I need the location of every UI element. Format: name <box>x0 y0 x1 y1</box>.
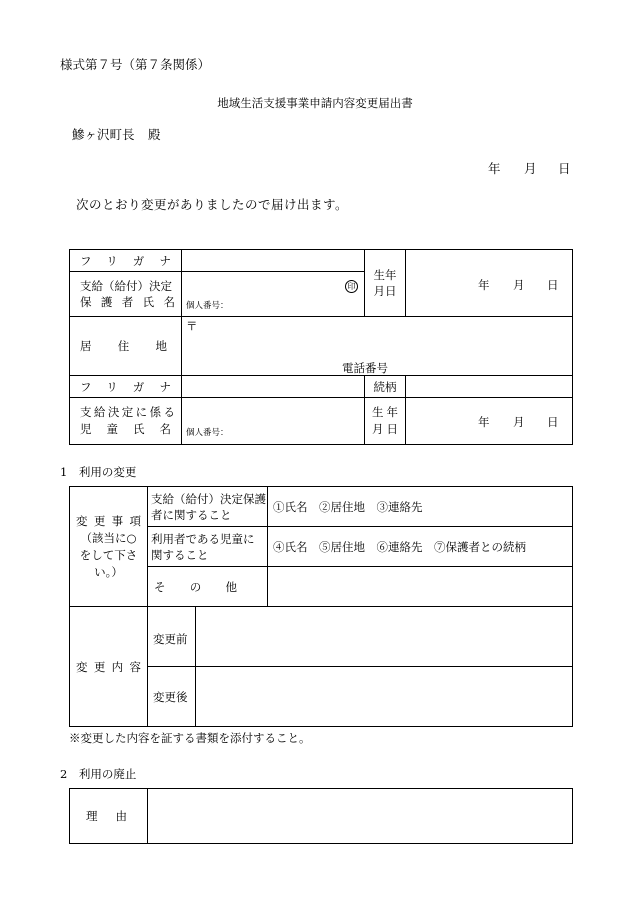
guardian-matter-1: 支給（給付）決定保護 <box>151 491 266 506</box>
address-field[interactable] <box>182 317 573 376</box>
section2-title: 2 利用の廃止 <box>60 767 137 781</box>
abolition-table <box>69 788 573 844</box>
date-month-label: 月 <box>524 161 537 176</box>
child-name-label-cell <box>70 398 182 445</box>
before-field[interactable] <box>196 607 573 667</box>
child-birth-year-label: 年 <box>478 415 490 429</box>
other-label-cell <box>148 567 268 607</box>
birth-label-cell <box>365 250 406 317</box>
seal-mark: 印 <box>345 280 358 293</box>
birth-label-1: 生年 <box>373 268 397 282</box>
guardian-options-cell[interactable] <box>268 487 573 527</box>
document-title: 地域生活支援事業申請内容変更届出書 <box>217 96 413 110</box>
form-number: 様式第７号（第７条関係） <box>60 57 211 72</box>
child-furigana-label-cell <box>70 376 182 398</box>
change-items-label: 変更事項 <box>76 513 141 528</box>
address-label: 居住地 <box>80 339 167 353</box>
child-furigana-field[interactable] <box>182 376 365 398</box>
change-table <box>69 486 573 727</box>
before-label-cell <box>148 607 196 667</box>
guardian-name-field[interactable] <box>182 272 365 317</box>
date-day-label: 日 <box>558 161 571 176</box>
guardian-matter-cell <box>148 487 268 527</box>
address-label-cell <box>70 317 182 376</box>
change-content-label: 変更内容 <box>76 659 141 674</box>
section1-title: 1 利用の変更 <box>60 465 137 479</box>
before-label: 変更前 <box>153 632 188 646</box>
postal-mark: 〒 <box>186 319 198 333</box>
after-label: 変更後 <box>153 690 188 704</box>
date-year-label: 年 <box>488 161 501 176</box>
child-label-1: 支給決定に係る <box>80 405 175 419</box>
relation-label: 続柄 <box>373 379 397 394</box>
child-matter-2: 関すること <box>151 547 209 562</box>
reason-label-cell <box>70 789 148 844</box>
guardian-furigana-field[interactable] <box>182 250 365 272</box>
other-label: その他 <box>154 579 237 594</box>
change-items-label-cell <box>70 487 148 607</box>
child-name-field[interactable] <box>182 398 365 445</box>
intro-text: 次のとおり変更がありましたので届け出ます。 <box>76 197 349 212</box>
child-options[interactable]: ④氏名 ⑤居住地 ⑥連絡先 ⑦保護者との続柄 <box>273 539 526 554</box>
change-items-note-3: い。） <box>94 564 123 579</box>
change-items-note-1: （該当に○ <box>80 530 137 545</box>
guardian-birthdate-field[interactable] <box>406 250 573 317</box>
relation-label-cell <box>365 376 406 398</box>
birth-day-label: 日 <box>547 277 559 292</box>
personal-number-label-2: 個人番号： <box>186 428 229 438</box>
child-birth-month-label: 月 <box>513 415 525 429</box>
guardian-label-1: 支給（給付）決定 <box>80 279 172 293</box>
birth2-label-1: 生年 <box>372 405 398 419</box>
change-items-note-2: をして下さ <box>79 547 138 562</box>
guardian-name-label-cell <box>70 272 182 317</box>
attachment-note: ※変更した内容を証する書類を添付すること。 <box>69 731 311 745</box>
after-field[interactable] <box>196 667 573 727</box>
child-label-2: 児童氏名 <box>80 422 171 436</box>
birth2-label-2: 月日 <box>372 422 398 436</box>
birth-month-label: 月 <box>513 277 525 292</box>
guardian-matter-2: 者に関すること <box>151 507 232 522</box>
child-matter-1: 利用者である児童に <box>151 531 255 546</box>
child-matter-cell <box>148 527 268 567</box>
reason-field[interactable] <box>148 789 573 844</box>
child-birthdate-field[interactable] <box>406 398 573 445</box>
furigana-label-2: フリガナ <box>80 379 171 394</box>
guardian-options[interactable]: ①氏名 ②居住地 ③連絡先 <box>273 499 423 514</box>
phone-label: 電話番号 <box>342 361 388 375</box>
furigana-label-cell <box>70 250 182 272</box>
personal-number-label: 個人番号： <box>186 301 229 311</box>
birth-label-2: 月日 <box>373 284 397 298</box>
change-content-label-cell <box>70 607 148 727</box>
reason-label: 理由 <box>86 809 127 823</box>
child-options-cell[interactable] <box>268 527 573 567</box>
addressee: 鰺ヶ沢町長 <box>72 127 135 142</box>
relation-field[interactable] <box>406 376 573 398</box>
birth-year-label: 年 <box>478 277 490 292</box>
furigana-label: フリガナ <box>80 253 171 268</box>
applicant-table <box>69 249 573 445</box>
other-field[interactable] <box>268 567 573 607</box>
guardian-label-2: 保護者氏名 <box>80 295 175 309</box>
child-birth-day-label: 日 <box>547 415 559 429</box>
honorific: 殿 <box>148 127 161 142</box>
child-birth-label-cell <box>365 398 406 445</box>
after-label-cell <box>148 667 196 727</box>
